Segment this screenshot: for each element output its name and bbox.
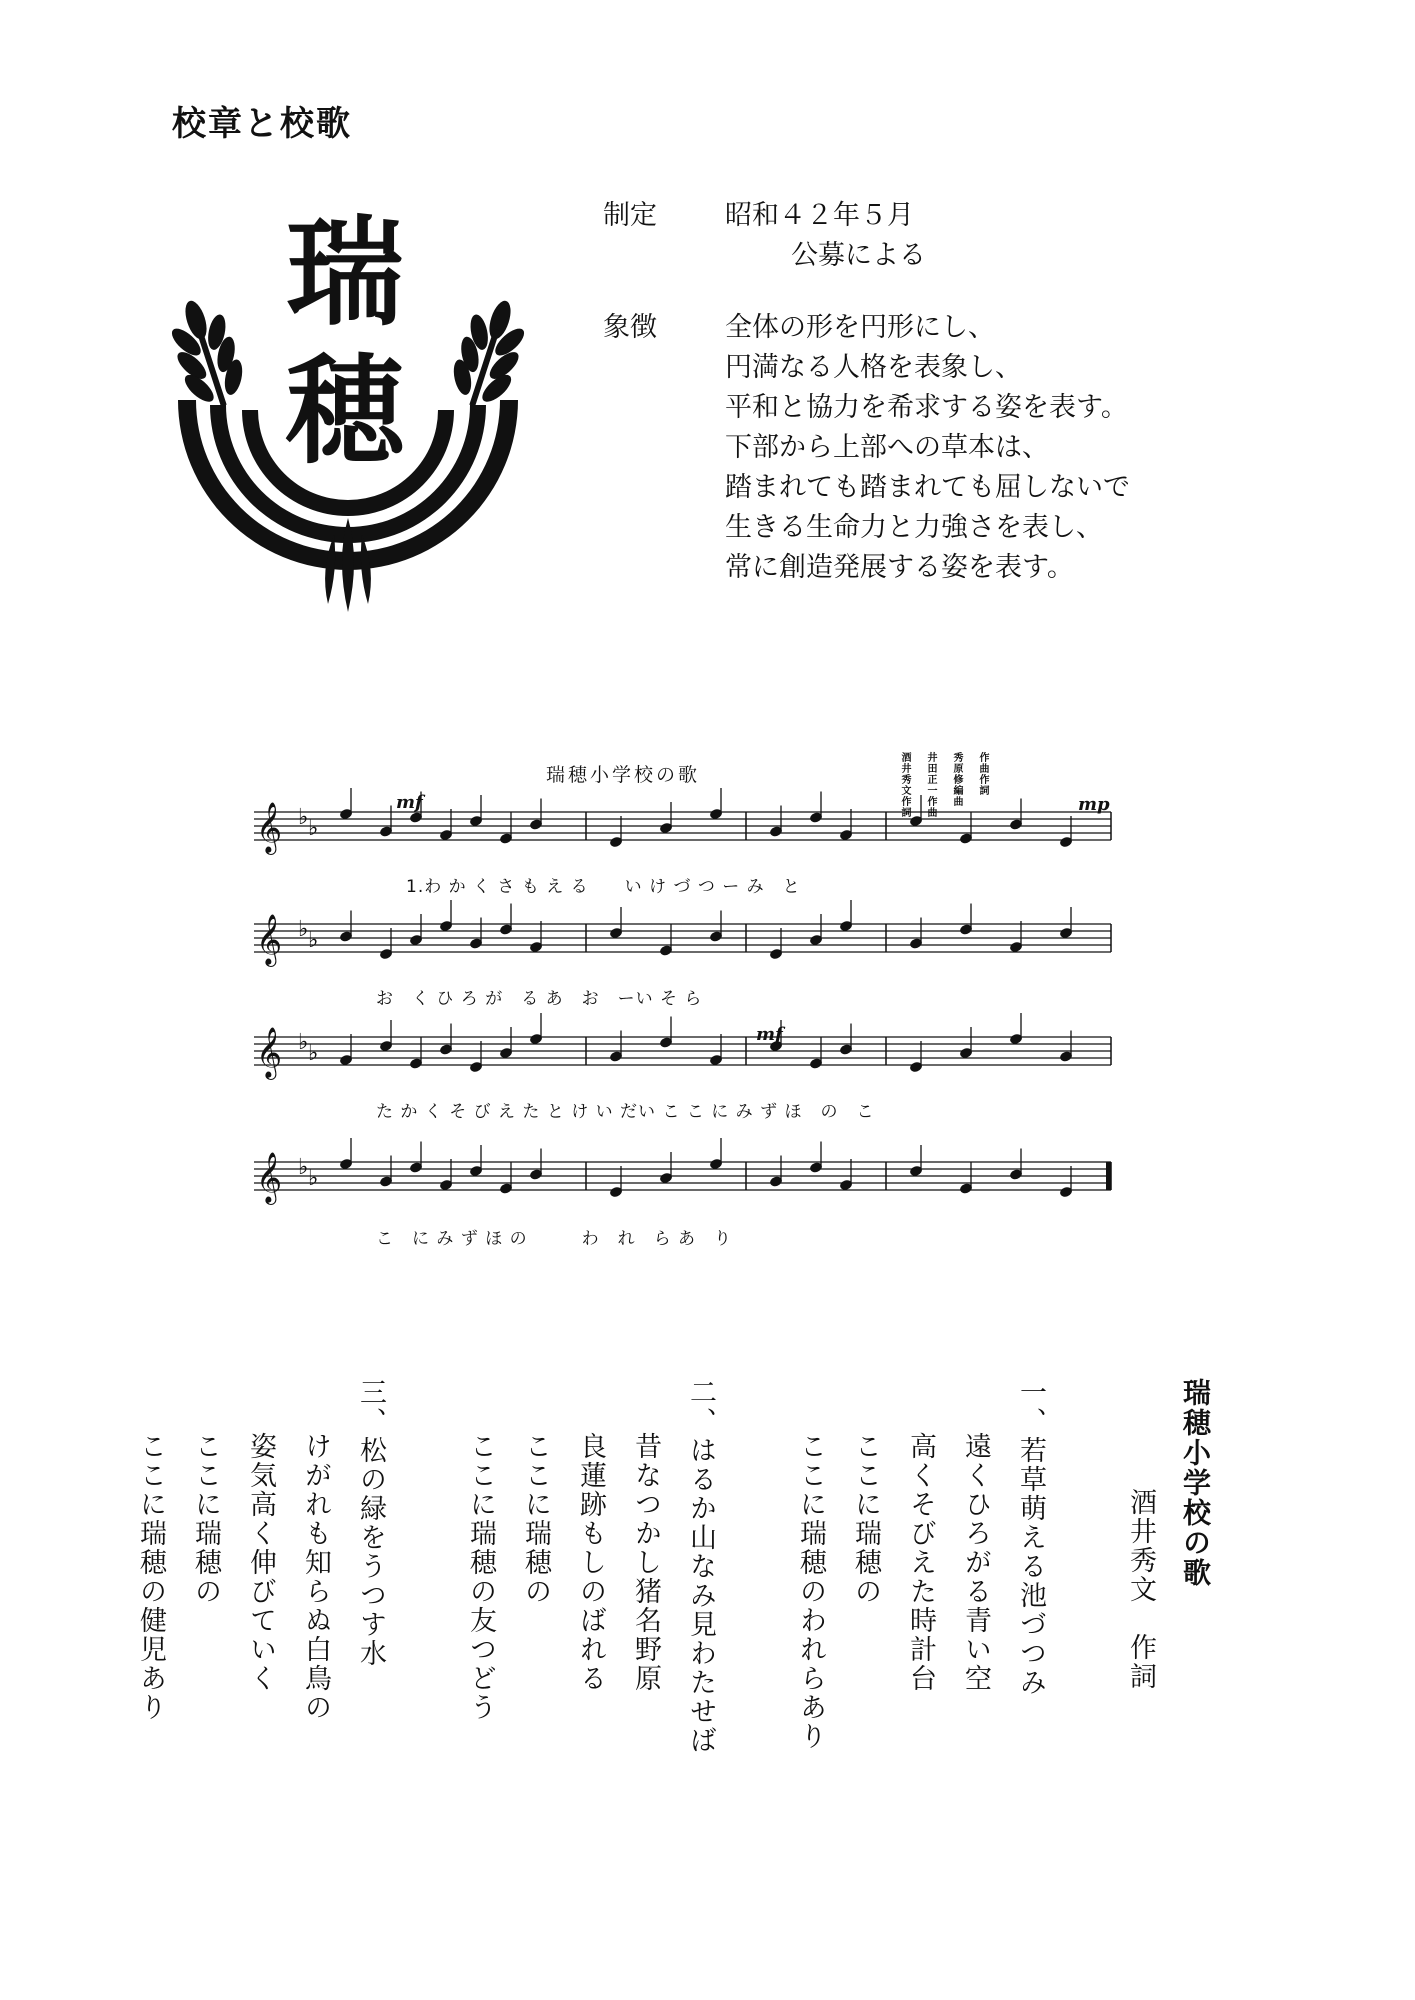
enactment-date: 昭和４２年５月 <box>725 200 914 231</box>
flat-icon: ♭ <box>308 816 319 841</box>
enactment-method: 公募による <box>791 240 926 271</box>
verse-number: 二、 <box>685 1378 716 1436</box>
verse-line: ここに瑞穂の <box>190 1432 221 1606</box>
lyric-line: こ に み ず ほ の わ れ ら あ り <box>376 1229 733 1249</box>
symbol-line: 全体の形を円形にし、 <box>725 312 995 343</box>
verse-number: 一、 <box>1015 1378 1046 1436</box>
symbol-line: 生きる生命力と力強さを表し、 <box>725 512 1103 543</box>
verse-line: 高くそびえた時計台 <box>905 1432 936 1693</box>
lyric-line: た か く そ び え た と け い だい こ こ に み ず ほ の こ <box>376 1102 875 1122</box>
treble-clef-icon: 𝄞 <box>256 914 283 965</box>
verse-number: 三、 <box>355 1378 386 1436</box>
credit-column: 酒井秀文作詞 <box>899 752 910 818</box>
emblem-char-2: 穂 <box>285 342 404 480</box>
dynamic-mark: mf <box>756 1024 783 1045</box>
verse-line: 遠くひろがる青い空 <box>960 1432 991 1693</box>
emblem-char-1: 瑞 <box>285 204 404 342</box>
enactment-row <box>603 196 1130 276</box>
symbol-line: 踏まれても踏まれても屈しないで <box>725 472 1130 503</box>
final-barline <box>1106 1162 1111 1190</box>
treble-clef-icon: 𝄞 <box>256 1027 283 1078</box>
verse-line: 二、はるか山なみ見わたせば <box>685 1378 716 1755</box>
flat-icon: ♭ <box>308 1166 319 1191</box>
symbol-row <box>603 308 1130 588</box>
score-title: 瑞穂小学校の歌 <box>546 764 701 786</box>
lyric-line: 1.わ か く さ も え る い け づ つ ー み と <box>406 877 801 897</box>
symbol-line: 常に創造発展する姿を表す。 <box>725 552 1074 583</box>
symbol-line: 平和と協力を希求する姿を表す。 <box>725 392 1128 423</box>
verse-line: 昔なつかし猪名野原 <box>630 1432 661 1693</box>
flat-icon: ♭ <box>308 928 319 953</box>
verse-line: けがれも知らぬ白鳥の <box>300 1432 331 1722</box>
flat-icon: ♭ <box>298 805 309 830</box>
verse-line: 姿気高く伸びていく <box>245 1432 276 1693</box>
credit-column: 作曲作詞 <box>977 752 988 796</box>
verse-line: ここに瑞穂のわれらあり <box>795 1432 826 1751</box>
song-title: 瑞穂小学校の歌 <box>1179 1378 1212 1588</box>
verse-line: 一、若草萌える池づつみ <box>1015 1378 1046 1697</box>
treble-clef-icon: 𝄞 <box>256 1152 283 1203</box>
verse-line: ここに瑞穂の友つどう <box>465 1432 496 1722</box>
flat-icon: ♭ <box>298 917 309 942</box>
credit-column: 井田正一作曲 <box>925 752 936 818</box>
verse-line: 三、松の緑をうつす水 <box>355 1378 386 1668</box>
lyric-line: お く ひ ろ が る あ お ーい そ ら <box>376 989 703 1009</box>
dynamic-mark: mp <box>1078 794 1110 815</box>
page-title: 校章と校歌 <box>172 104 352 144</box>
credit-column: 秀原修編曲 <box>951 752 962 807</box>
verse-line: ここに瑞穂の <box>520 1432 551 1606</box>
song-lyrics <box>123 1378 1223 1938</box>
flat-icon: ♭ <box>298 1155 309 1180</box>
treble-clef-icon: 𝄞 <box>256 802 283 853</box>
dynamic-mark: mf <box>396 792 423 813</box>
song-author: 酒井秀文 作詞 <box>1125 1488 1156 1691</box>
emblem-info <box>603 196 1130 588</box>
enactment-label: 制定 <box>603 200 657 231</box>
verse-line: ここに瑞穂の健児あり <box>135 1432 166 1722</box>
symbol-line: 円満なる人格を表象し、 <box>725 352 1022 383</box>
verse-line: 良蓮跡もしのばれる <box>575 1432 606 1693</box>
verse-line: ここに瑞穂の <box>850 1432 881 1606</box>
symbol-line: 下部から上部への草本は、 <box>725 432 1049 463</box>
flat-icon: ♭ <box>298 1030 309 1055</box>
sheet-music <box>246 742 1126 1262</box>
flat-icon: ♭ <box>308 1041 319 1066</box>
symbol-label: 象徴 <box>603 312 657 343</box>
